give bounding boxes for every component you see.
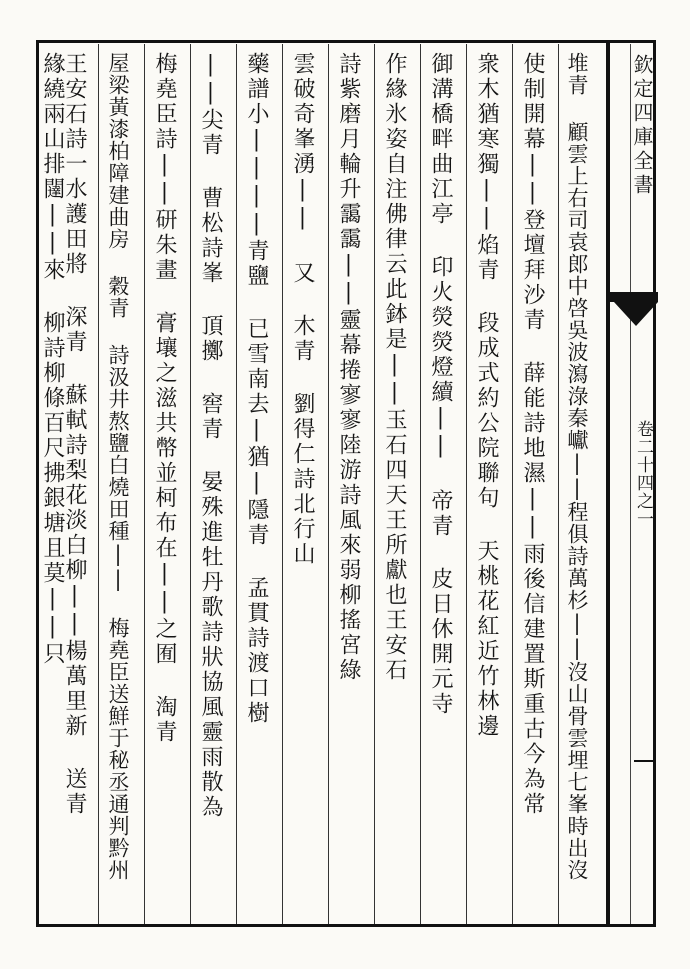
fish-tail-band [606, 292, 658, 302]
text-column: 使制開幕||登壇拜沙青 薛能詩地濕||雨後信建置斯重古今為常 [520, 52, 545, 817]
column-rule [236, 44, 237, 924]
column-rule [190, 44, 191, 924]
column-rule [328, 44, 329, 924]
column-rule [98, 44, 99, 924]
margin-tick [634, 760, 656, 762]
column-rule [282, 44, 283, 924]
text-column: 藥譜小||||青鹽 已雪南去|猶|隱青 孟貫詩渡口樹 [244, 52, 269, 726]
column-rule [420, 44, 421, 924]
column-rule [374, 44, 375, 924]
text-column: 堆青 顧雲上右司袁郎中啓吳波瀉淥秦巘||程俱詩萬杉||沒山骨雲埋七峯時出沒 [565, 52, 589, 881]
volume-label: 卷二十四之一 [633, 420, 653, 528]
fish-tail-mark [614, 302, 658, 326]
text-column: 御溝橋畔曲江亭 印火熒熒燈續|| 帝青 皮日休開元寺 [428, 52, 453, 717]
text-column: 作緣氷姿自注佛律云此鉢是||玉石四天王所獻也王安石 [382, 52, 407, 683]
text-column: 梅堯臣詩||研朱畫 膏壤之滋共幣並柯布在||之囿 淘青 [152, 52, 177, 745]
column-rule [558, 44, 559, 924]
text-column: 緣繞兩山排闥||來 柳詩柳條百尺拂銀塘且莫||只 [40, 52, 65, 667]
text-column: ||尖青 曹松詩峯 頂擲 窖青 晏殊進牡丹歌詩狀協風靈雨散為 [198, 52, 223, 820]
book-title: 欽定四庫全書 [630, 54, 654, 198]
text-column: 雲破奇峯湧|| 又 木青 劉得仁詩北行山 [290, 52, 315, 567]
text-column: 詩紫磨月輪升靄靄||靈幕捲寥寥陸游詩風來弱柳搖宮綠 [336, 52, 361, 683]
frame-right-rule [606, 40, 610, 927]
text-column: 屋梁黃漆柏障建曲房 穀青 詩汲井熬鹽白燒田種|| 梅堯臣送鮮于秘丞通判黔州 [106, 52, 130, 881]
text-column: 王安石詩一水護田將 深青 蘇軾詩梨花淡白柳||楊萬里新 送青 [62, 52, 87, 817]
text-column: 衆木猶寒獨||焰青 段成式約公院聯句 天桃花紅近竹林邊 [474, 52, 499, 739]
column-rule [512, 44, 513, 924]
column-rule [144, 44, 145, 924]
column-rule [466, 44, 467, 924]
